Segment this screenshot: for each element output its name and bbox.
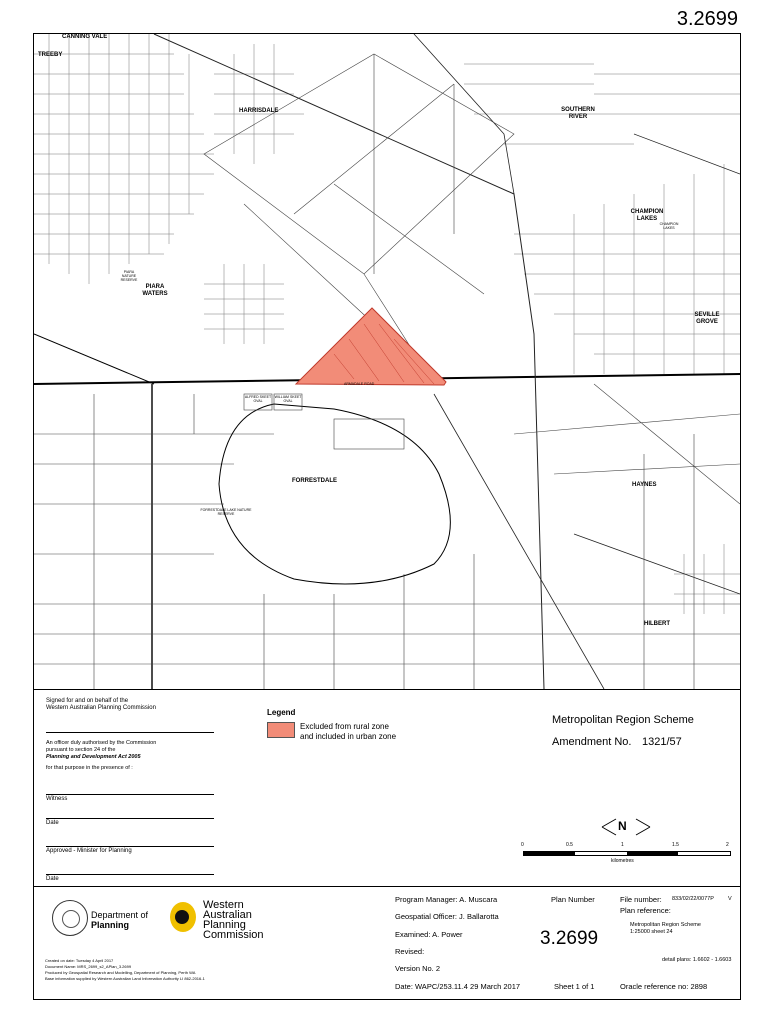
label-canning-vale: CANNING VALE bbox=[62, 34, 108, 40]
produced-by: Produced by Geospatial Research and Modelling, Department of Planning, Perth WA bbox=[45, 970, 196, 975]
legend-item-line2: and included in urban zone bbox=[300, 732, 397, 741]
map bbox=[33, 33, 741, 690]
label-treeby: TREEBY bbox=[38, 52, 63, 58]
file-number: 833/02/22/0077P bbox=[672, 896, 714, 902]
wapc-logo-line3: Planning bbox=[203, 919, 246, 931]
footer-divider bbox=[34, 886, 740, 887]
signature-line-4 bbox=[46, 846, 214, 847]
oracle-reference: Oracle reference no: 2898 bbox=[620, 982, 708, 991]
date-label-2: Date bbox=[46, 876, 59, 882]
signature-line-3 bbox=[46, 818, 214, 819]
label-hilbert: HILBERT bbox=[644, 621, 670, 627]
mrs-reference-line2: 1:25000 sheet 24 bbox=[630, 929, 673, 935]
label-champion-lakes: CHAMPION LAKES bbox=[630, 209, 664, 222]
wapc-logo-line1: Western bbox=[203, 899, 244, 911]
map-linework bbox=[34, 34, 740, 689]
signature-line-1 bbox=[46, 732, 214, 733]
wapc-date: Date: WAPC/253.11.4 29 March 2017 bbox=[395, 982, 521, 991]
north-label: N bbox=[618, 819, 627, 833]
amendment-number: 1321/57 bbox=[642, 736, 682, 748]
scale-tick-15: 1.5 bbox=[672, 842, 679, 848]
file-version: V bbox=[728, 896, 732, 902]
plan-reference-label: Plan reference: bbox=[620, 906, 671, 915]
version-number: Version No. 2 bbox=[395, 964, 441, 973]
wapc-logo-line2: Australian bbox=[203, 909, 252, 921]
label-forrestdale: FORRESTDALE bbox=[292, 478, 337, 484]
sheet-number: Sheet 1 of 1 bbox=[554, 982, 595, 991]
dept-logo-line1: Department of bbox=[91, 910, 149, 920]
plan-number: 3.2699 bbox=[540, 928, 599, 949]
created-date: Created on date: Tuesday 4 April 2017 bbox=[45, 958, 114, 963]
wapc-logo-line4: Commission bbox=[203, 929, 264, 941]
base-information: Base information supplied by Western Australian Land Information Authority LI 862-2016-1 bbox=[45, 976, 205, 981]
label-piara-nature-reserve: PIARA NATURE RESERVE bbox=[120, 270, 138, 282]
signed-for-text: Signed for and on behalf of the bbox=[46, 698, 129, 704]
scale-tick-0: 0 bbox=[521, 842, 524, 848]
scale-tick-2: 2 bbox=[726, 842, 729, 848]
file-number-label: File number: bbox=[620, 895, 662, 904]
scale-tick-1: 1 bbox=[621, 842, 624, 848]
document-name: Document Name: MRS_2699_s2_APlan_3.2699 bbox=[45, 964, 132, 969]
signature-line-2 bbox=[46, 794, 214, 795]
legend-title: Legend bbox=[267, 708, 296, 717]
mrs-title: Metropolitan Region Scheme bbox=[552, 714, 694, 726]
officer-text-1: An officer duly authorised by the Commission bbox=[46, 740, 157, 746]
wapc-swan-icon bbox=[170, 902, 196, 932]
scale-bar bbox=[523, 851, 731, 856]
scale-tick-05: 0.5 bbox=[566, 842, 573, 848]
approved-label: Approved - Minister for Planning bbox=[46, 848, 132, 854]
geospatial-officer: Geospatial Officer: J. Ballarotta bbox=[395, 912, 499, 921]
amendment-area bbox=[296, 308, 446, 385]
officer-text-2: pursuant to section 24 of the bbox=[46, 747, 116, 753]
label-forrestdale-lake-reserve: FORRESTDALE LAKE NATURE RESERVE bbox=[200, 508, 252, 516]
legend-swatch bbox=[267, 722, 295, 738]
examined-by: Examined: A. Power bbox=[395, 930, 463, 939]
scale-unit: kilometres bbox=[611, 858, 634, 864]
date-label-1: Date bbox=[46, 820, 59, 826]
label-piara-waters: PIARA WATERS bbox=[142, 284, 168, 297]
program-manager: Program Manager: A. Muscara bbox=[395, 895, 498, 904]
revised-label: Revised: bbox=[395, 947, 425, 956]
signature-line-5 bbox=[46, 874, 214, 875]
label-alfred-skeet-oval: ALFRED SKEET OVAL bbox=[244, 395, 272, 403]
label-william-skeet-oval: WILLIAM SKEET OVAL bbox=[274, 395, 302, 403]
witness-label: Witness bbox=[46, 796, 68, 802]
label-harrisdale: HARRISDALE bbox=[239, 108, 279, 114]
act-text: Planning and Development Act 2005 bbox=[46, 754, 141, 760]
wa-crest-icon bbox=[52, 900, 88, 936]
label-southern-river: SOUTHERN RIVER bbox=[561, 107, 595, 120]
title-block bbox=[33, 688, 741, 1000]
dept-logo-line2: Planning bbox=[91, 920, 129, 930]
plan-number-heading: 3.2699 bbox=[676, 8, 738, 30]
amendment-label: Amendment No. bbox=[552, 736, 632, 748]
purpose-text: for that purpose in the presence of : bbox=[46, 765, 133, 771]
label-champion-lakes-park: CHAMPION LAKES bbox=[659, 222, 679, 230]
plan-number-label: Plan Number bbox=[551, 895, 595, 904]
label-seville-grove: SEVILLE GROVE bbox=[694, 312, 720, 325]
mrs-reference-line1: Metropolitan Region Scheme bbox=[630, 922, 701, 928]
wapc-text: Western Australian Planning Commission bbox=[46, 705, 156, 711]
label-haynes: HAYNES bbox=[632, 482, 657, 488]
label-armadale-road: ARMADALE ROAD bbox=[344, 382, 375, 386]
legend-item-line1: Excluded from rural zone bbox=[300, 722, 389, 731]
detail-plans: detail plans: 1.6602 - 1.6603 bbox=[662, 957, 732, 963]
